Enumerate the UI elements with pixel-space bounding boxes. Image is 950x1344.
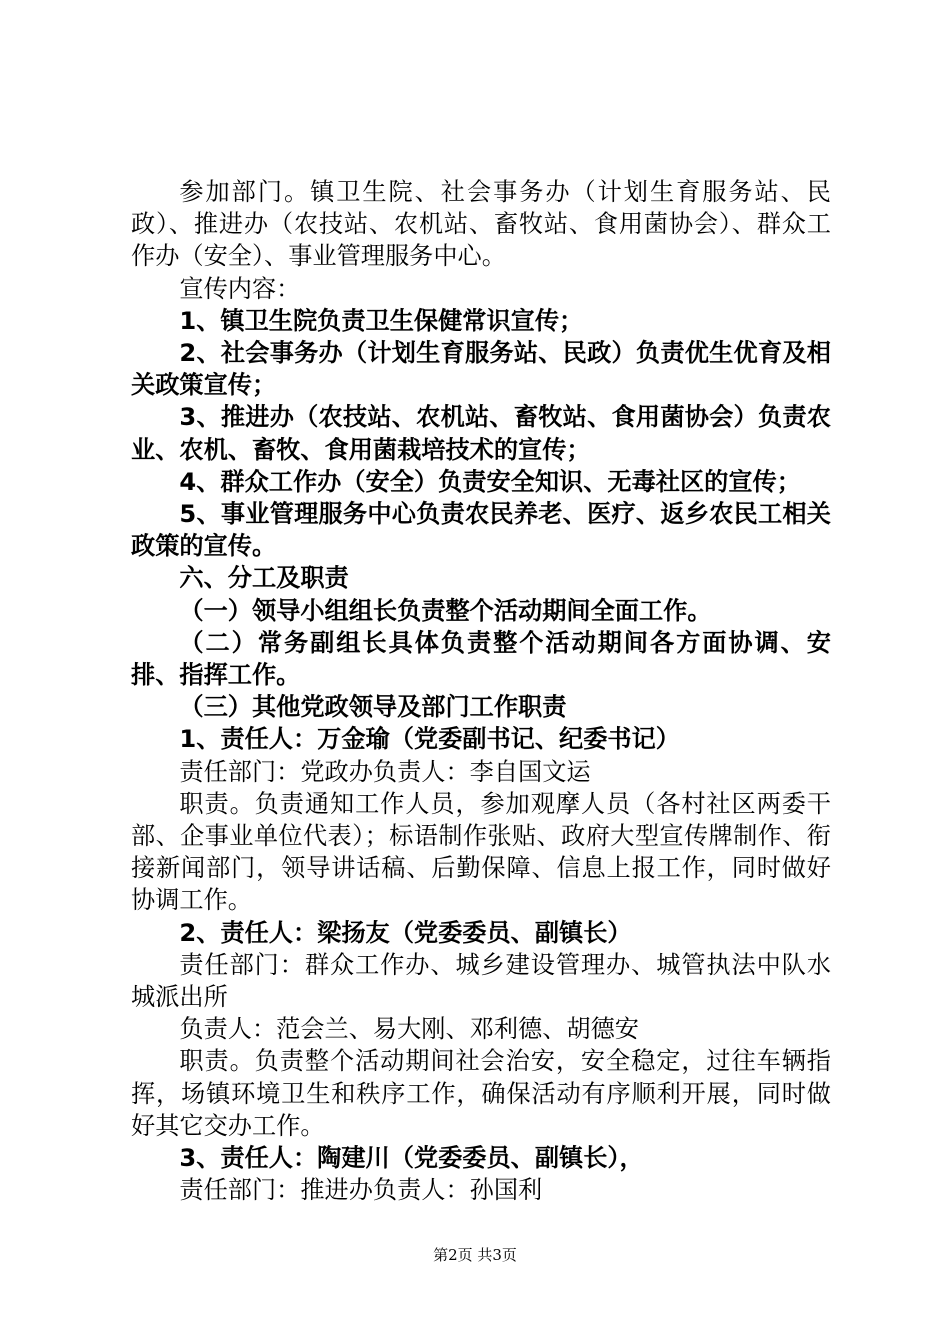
paragraph: 宣传内容：: [179, 274, 301, 303]
document-body: [131, 176, 831, 1207]
paragraph: 职责。负责整个活动期间社会治安，安全稳定，过往车辆指挥，场镇环境卫生和秩序工作，确保活动有序顺利开展，同时做好其它交办工作。: [131, 1047, 831, 1140]
paragraph: 1、责任人：万金瑜（党委副书记、纪委书记）: [179, 725, 680, 754]
paragraph: 参加部门。镇卫生院、社会事务办（计划生育服务站、民政）、推进办（农技站、农机站、畜牧站、食用菌协会）、群众工作办（安全）、事业管理服务中心。: [131, 178, 831, 271]
paragraph: （一）领导小组组长负责整个活动期间全面工作。: [179, 596, 712, 625]
paragraph: 负责人：范会兰、易大刚、邓利德、胡德安: [179, 1015, 639, 1044]
paragraph: 1、镇卫生院负责卫生保健常识宣传；: [179, 306, 584, 335]
paragraph: 2、责任人：梁扬友（党委委员、副镇长）: [179, 918, 632, 947]
paragraph: 职责。负责通知工作人员，参加观摩人员（各村社区两委干部、企事业单位代表）；标语制作张贴、政府大型宣传牌制作、衔接新闻部门，领导讲话稿、后勤保障、信息上报工作，同时做好协调工作。: [131, 789, 831, 915]
paragraph: 责任部门：推进办负责人：孙国利: [179, 1176, 543, 1205]
paragraph: 责任部门：群众工作办、城乡建设管理办、城管执法中队水城派出所: [131, 950, 831, 1012]
section-heading: 六、分工及职责: [179, 564, 349, 593]
paragraph: 3、责任人：陶建川（党委委员、副镇长），: [179, 1144, 644, 1173]
paragraph: 责任部门：党政办负责人：李自国文运: [179, 757, 591, 786]
paragraph: 4、群众工作办（安全）负责安全知识、无毒社区的宣传；: [179, 467, 801, 496]
paragraph: （三）其他党政领导及部门工作职责: [179, 693, 567, 722]
paragraph: 2、社会事务办（计划生育服务站、民政）负责优生优育及相关政策宣传；: [131, 339, 831, 400]
paragraph: （二）常务副组长具体负责整个活动期间各方面协调、安排、指挥工作。: [131, 628, 831, 690]
paragraph: 3、推进办（农技站、农机站、畜牧站、食用菌协会）负责农业、农机、畜牧、食用菌栽培技术的宣传；: [131, 403, 831, 464]
page-footer: 第2页 共3页: [433, 1246, 517, 1264]
paragraph: 5、事业管理服务中心负责农民养老、医疗、返乡农民工相关政策的宣传。: [131, 500, 831, 561]
